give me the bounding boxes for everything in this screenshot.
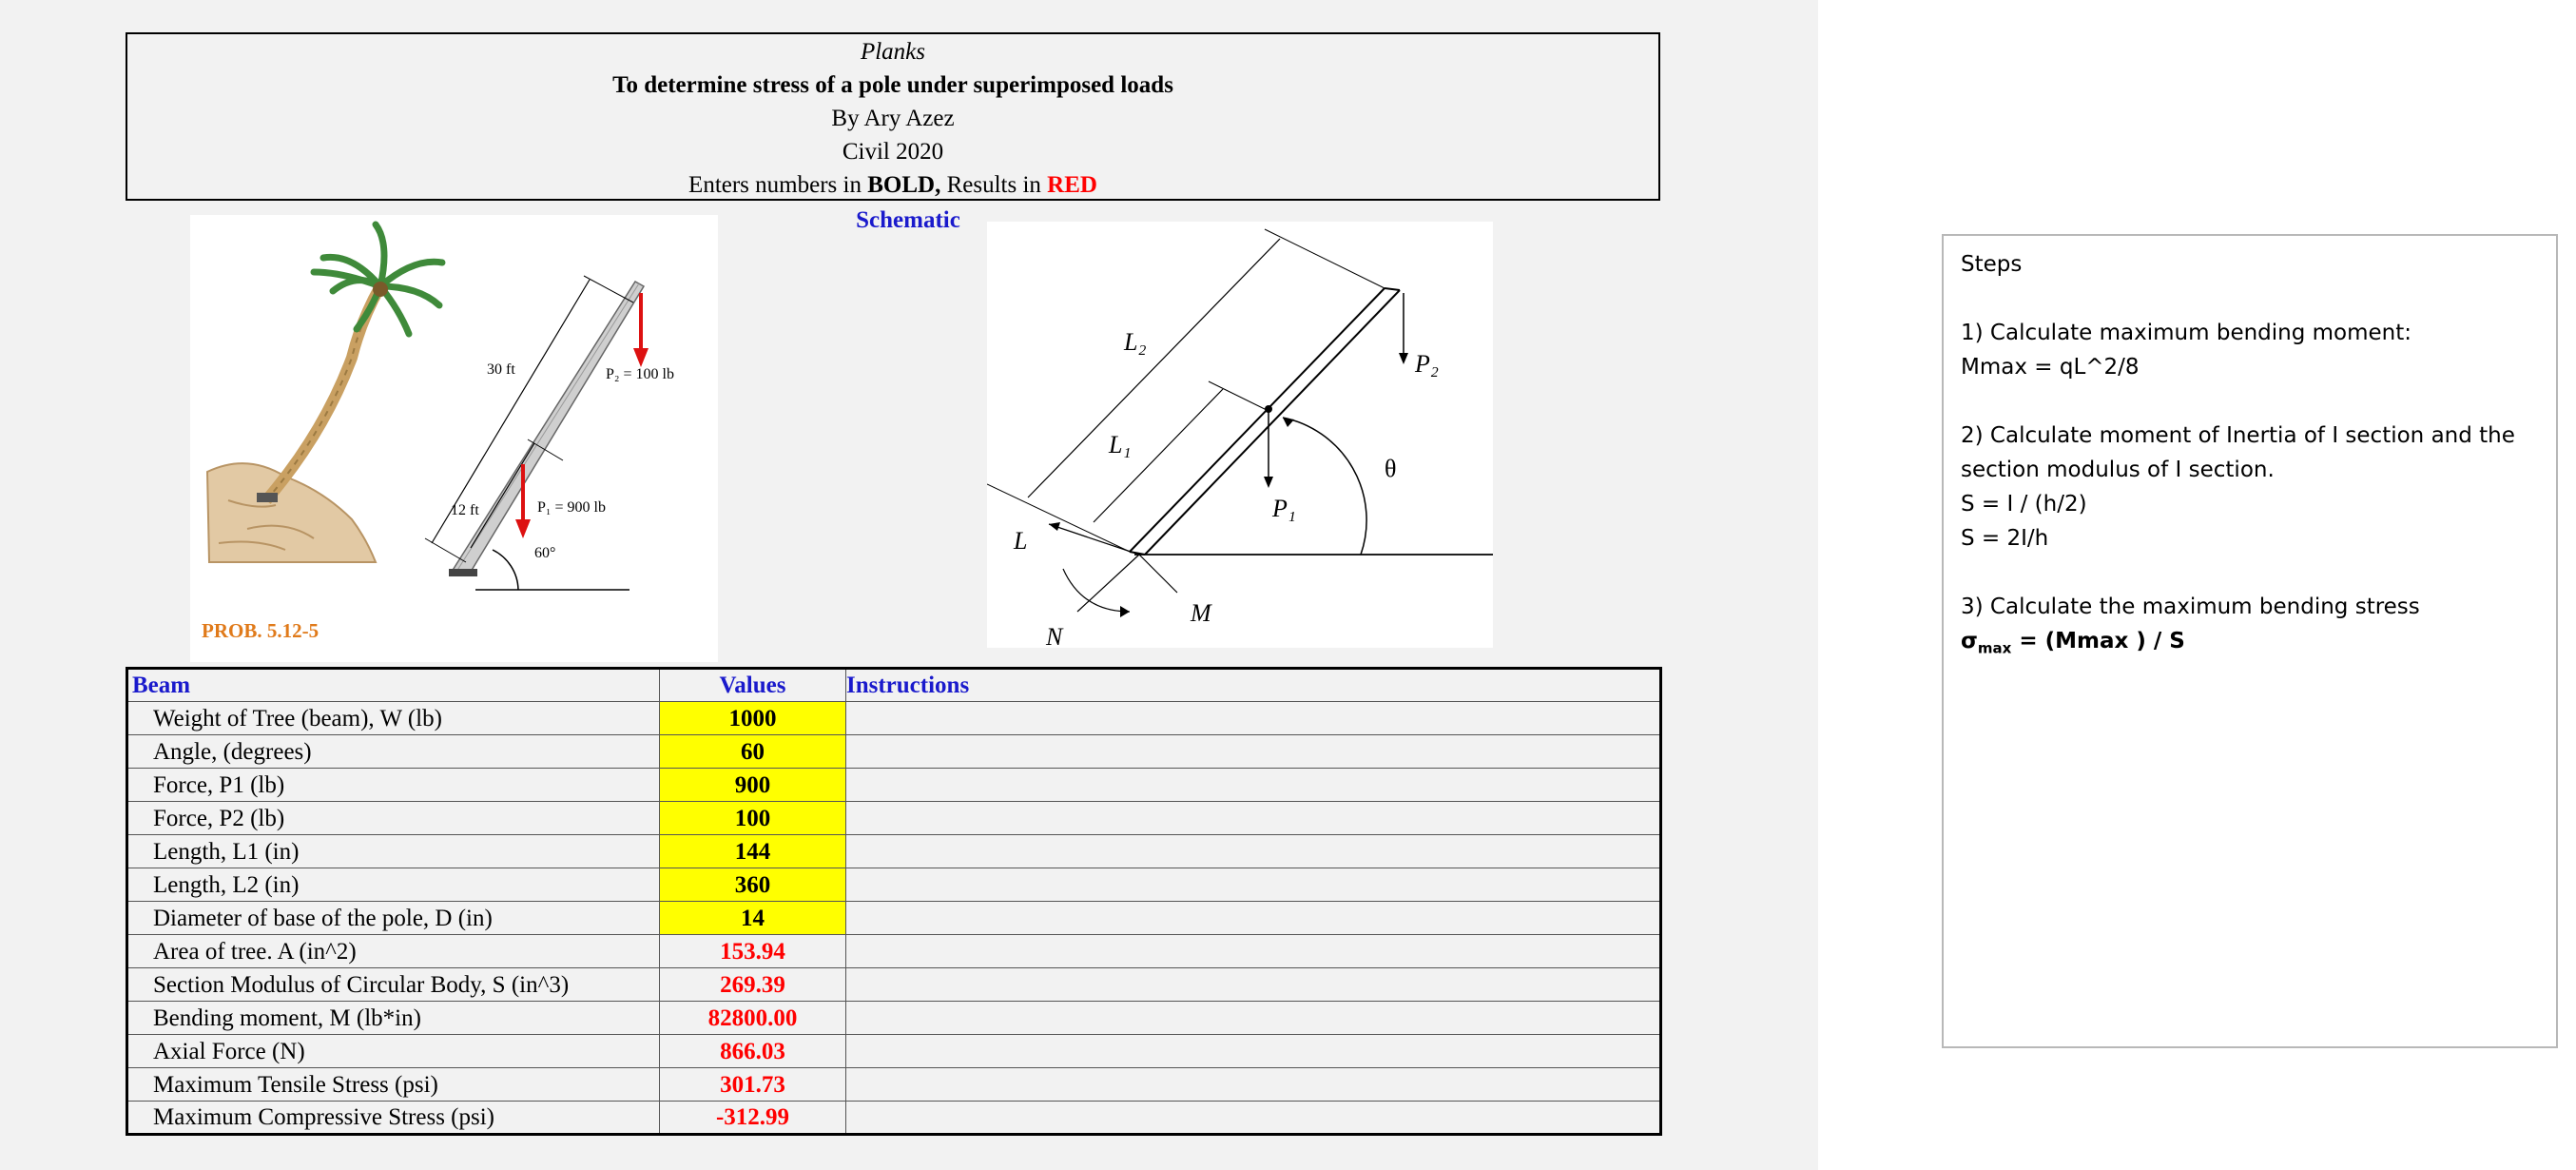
table-row — [127, 802, 1661, 835]
step1-formula: Mmax = qL^2/8 — [1961, 355, 2140, 380]
legend-red: RED — [1047, 172, 1097, 198]
step2-formula-a: S = I / (h/2) — [1961, 492, 2087, 517]
row-label: Force, P1 (lb) — [127, 769, 660, 802]
beam-top — [1385, 288, 1400, 290]
dim-l2-ext1 — [987, 484, 1130, 552]
label-p1: P₁ = 900 lb — [537, 499, 606, 516]
table-row — [127, 735, 1661, 769]
result-value-cell: 301.73 — [660, 1068, 846, 1102]
dim-l2 — [1028, 239, 1280, 497]
table-header-row — [127, 669, 1661, 702]
table-row — [127, 769, 1661, 802]
input-value-cell[interactable]: 60 — [660, 735, 846, 769]
label-M: M — [1191, 599, 1211, 627]
p1-point — [1265, 405, 1272, 413]
result-value-cell: 269.39 — [660, 968, 846, 1002]
theta-arrowhead — [1283, 418, 1294, 427]
step3-sub: max — [1977, 639, 2012, 657]
coconut-cluster — [373, 282, 388, 297]
problem-figure-svg — [190, 215, 718, 662]
table-row — [127, 835, 1661, 868]
table-row — [127, 902, 1661, 935]
label-angle: 60° — [534, 545, 556, 561]
dim-30ft-ext2 — [584, 276, 633, 302]
instruction-cell[interactable] — [846, 868, 1661, 902]
pole-base — [449, 569, 477, 576]
step3-title: 3) Calculate the maximum bending stress — [1961, 595, 2420, 619]
step2-title: 2) Calculate moment of Inertia of I section and the section modulus of I section. — [1961, 423, 2515, 482]
p1-arrowhead — [515, 519, 531, 538]
axis-n — [1077, 555, 1139, 612]
header-values: Values — [660, 669, 846, 702]
label-theta: θ — [1385, 455, 1397, 482]
header-beam: Beam — [127, 669, 660, 702]
row-label: Section Modulus of Circular Body, S (in^3) — [127, 968, 660, 1002]
result-value-cell: -312.99 — [660, 1102, 846, 1135]
row-label: Axial Force (N) — [127, 1035, 660, 1068]
label-p2: P₂ = 100 lb — [606, 366, 674, 382]
label-30ft: 30 ft — [487, 361, 515, 378]
input-value-cell[interactable]: 360 — [660, 868, 846, 902]
step2-formula-b: S = 2I/h — [1961, 526, 2049, 551]
schematic-label: Schematic — [856, 207, 960, 233]
pole — [452, 282, 644, 572]
label-p1: P₁ — [1272, 495, 1296, 522]
title-box — [126, 32, 1660, 201]
p1-arrowhead — [1264, 477, 1273, 488]
table-row — [127, 1002, 1661, 1035]
table-body — [127, 702, 1661, 1135]
table-row — [127, 1068, 1661, 1102]
table-row — [127, 935, 1661, 968]
palm-fronds — [314, 224, 442, 334]
ground-shape — [207, 463, 376, 562]
steps-textbox — [1942, 234, 2558, 1048]
p2-arrowhead — [1399, 353, 1408, 364]
step3-formula — [1961, 624, 2539, 666]
instruction-cell[interactable] — [846, 1068, 1661, 1102]
instruction-cell[interactable] — [846, 769, 1661, 802]
tree-base — [257, 493, 278, 502]
row-label: Length, L2 (in) — [127, 868, 660, 902]
row-label: Area of tree. A (in^2) — [127, 935, 660, 968]
legend-prefix: Enters numbers in — [688, 172, 868, 198]
instruction-cell[interactable] — [846, 1102, 1661, 1135]
instruction-cell[interactable] — [846, 902, 1661, 935]
table-row — [127, 968, 1661, 1002]
author-line: By Ary Azez — [831, 106, 955, 131]
row-label: Maximum Tensile Stress (psi) — [127, 1068, 660, 1102]
instruction-cell[interactable] — [846, 968, 1661, 1002]
row-label: Force, P2 (lb) — [127, 802, 660, 835]
input-value-cell[interactable]: 14 — [660, 902, 846, 935]
row-label: Angle, (degrees) — [127, 735, 660, 769]
result-value-cell: 153.94 — [660, 935, 846, 968]
schematic-figure — [987, 222, 1493, 648]
angle-arc — [493, 550, 518, 590]
legend-line — [127, 169, 1658, 202]
course-line: Civil 2020 — [842, 139, 944, 165]
result-value-cell: 866.03 — [660, 1035, 846, 1068]
row-label: Diameter of base of the pole, D (in) — [127, 902, 660, 935]
axis-m — [1139, 555, 1177, 593]
moment-arrowhead — [1120, 606, 1130, 617]
input-value-cell[interactable]: 100 — [660, 802, 846, 835]
dim-l1-ext — [1209, 381, 1270, 412]
theta-arc — [1283, 418, 1366, 555]
step3-rest: = (Mmax ) / S — [2011, 629, 2185, 653]
table-row — [127, 702, 1661, 735]
moment-arc — [1063, 569, 1130, 612]
label-p2: P₂ — [1415, 350, 1439, 378]
dim-l2-ext2 — [1265, 229, 1385, 288]
steps-title: Steps — [1961, 252, 2023, 277]
instruction-cell[interactable] — [846, 1035, 1661, 1068]
schematic-figure-svg — [987, 222, 1493, 648]
pole-edge — [456, 283, 639, 572]
calculation-table — [126, 667, 1662, 1136]
axis-l — [1049, 524, 1139, 555]
row-label: Weight of Tree (beam), W (lb) — [127, 702, 660, 735]
table-row — [127, 868, 1661, 902]
label-N: N — [1046, 623, 1063, 648]
result-value-cell: 82800.00 — [660, 1002, 846, 1035]
instruction-cell[interactable] — [846, 835, 1661, 868]
table-row — [127, 1035, 1661, 1068]
label-L: L — [1014, 527, 1028, 555]
beam-edge-lower — [1130, 288, 1385, 552]
label-l2: L₂ — [1124, 328, 1147, 356]
label-12ft: 12 ft — [451, 502, 479, 518]
legend-bold: BOLD, — [867, 172, 941, 198]
sheet-subtitle: Planks — [860, 39, 926, 65]
instruction-cell[interactable] — [846, 1002, 1661, 1035]
input-value-cell[interactable]: 1000 — [660, 702, 846, 735]
input-value-cell[interactable]: 900 — [660, 769, 846, 802]
step3-sigma: σ — [1961, 629, 1978, 653]
figure-caption: PROB. 5.12-5 — [202, 619, 320, 642]
step1-title: 1) Calculate maximum bending moment: — [1961, 321, 2412, 345]
input-value-cell[interactable]: 144 — [660, 835, 846, 868]
legend-mid: Results in — [940, 172, 1048, 198]
sheet-title: To determine stress of a pole under superimposed loads — [612, 72, 1173, 98]
label-l1: L₁ — [1109, 431, 1132, 458]
row-label: Length, L1 (in) — [127, 835, 660, 868]
row-label: Bending moment, M (lb*in) — [127, 1002, 660, 1035]
problem-figure — [190, 215, 718, 662]
instruction-cell[interactable] — [846, 702, 1661, 735]
instruction-cell[interactable] — [846, 935, 1661, 968]
table-row — [127, 1102, 1661, 1135]
instruction-cell[interactable] — [846, 735, 1661, 769]
p2-arrowhead — [633, 348, 649, 367]
instruction-cell[interactable] — [846, 802, 1661, 835]
header-instructions: Instructions — [846, 669, 1661, 702]
dim-30ft-ext1 — [425, 538, 466, 562]
axis-l-head — [1049, 522, 1060, 531]
row-label: Maximum Compressive Stress (psi) — [127, 1102, 660, 1135]
